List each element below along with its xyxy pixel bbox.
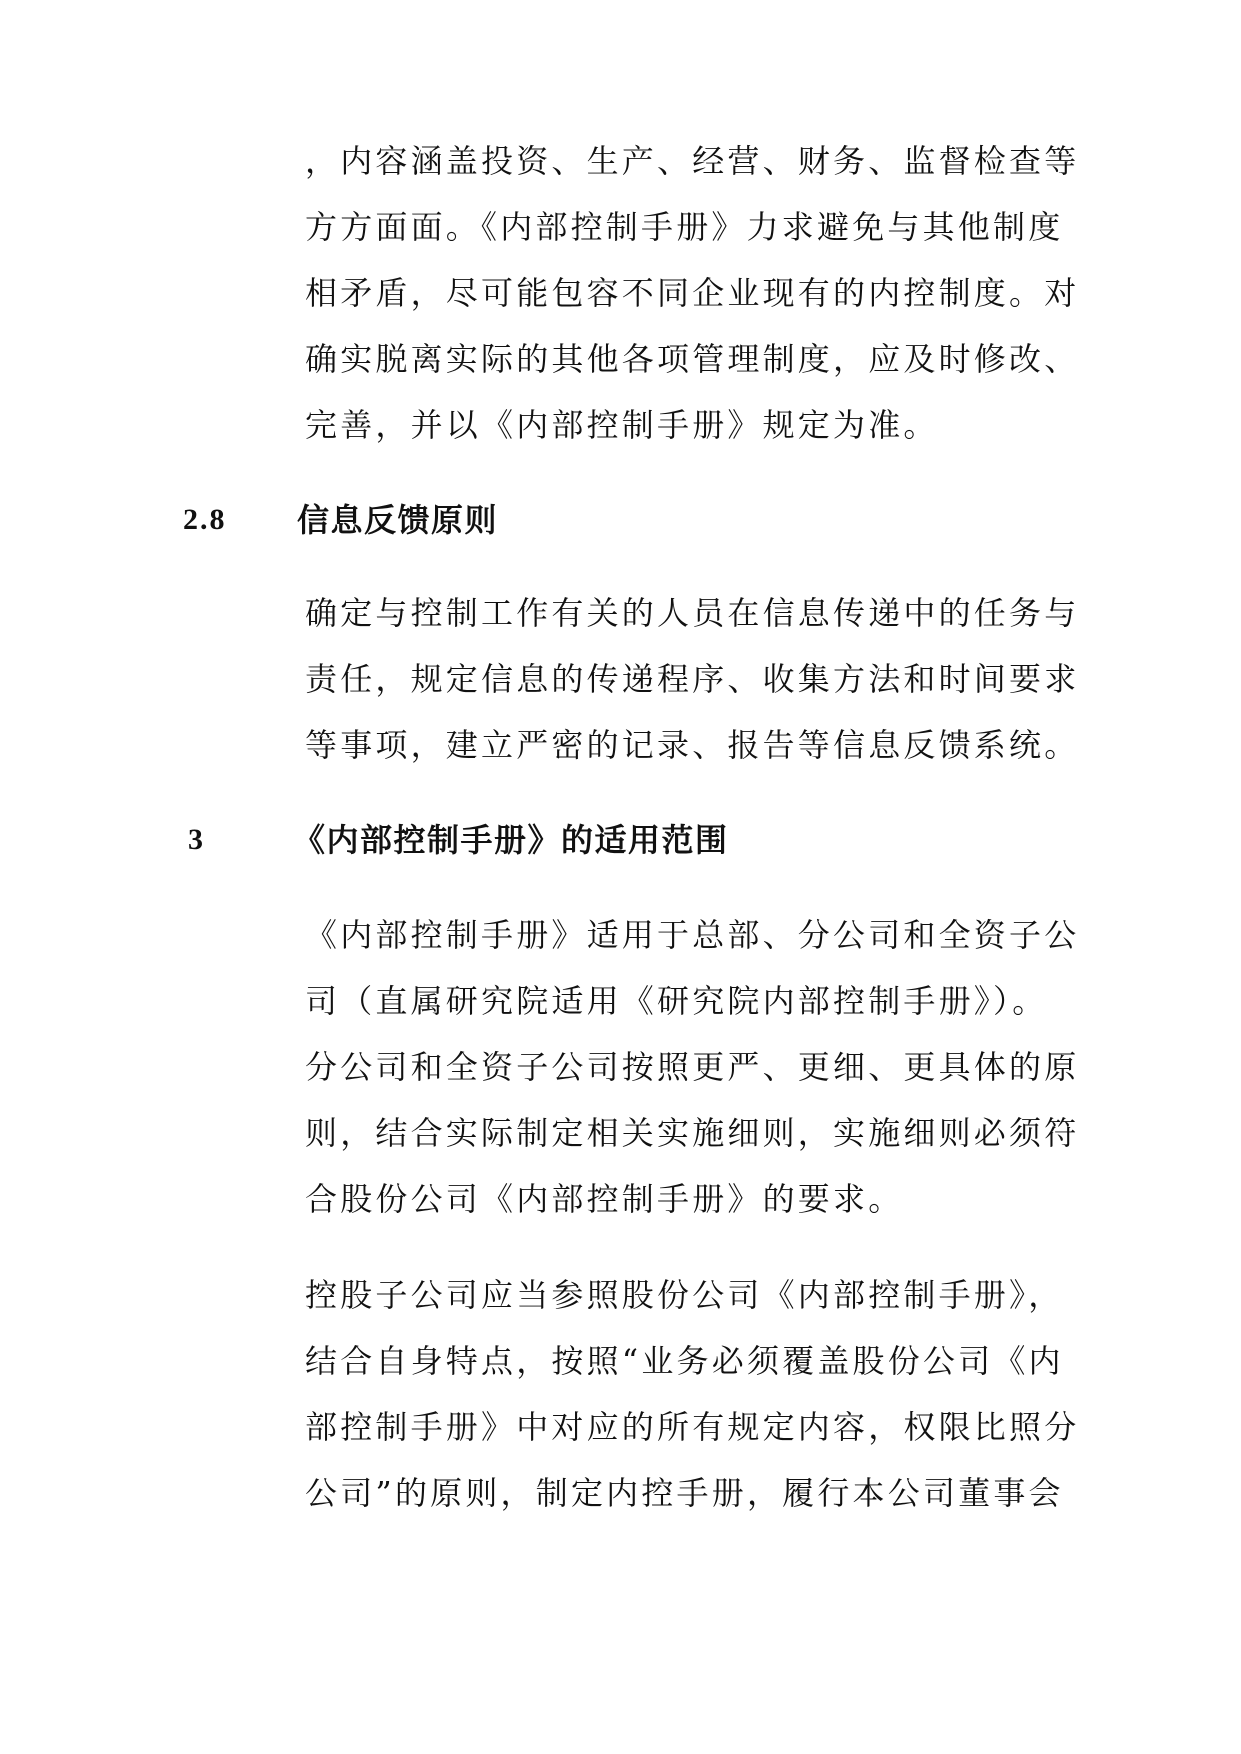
text-line: 相矛盾，尽可能包容不同企业现有的内控制度。对 xyxy=(305,274,1080,312)
text-line: 责任，规定信息的传递程序、收集方法和时间要求 xyxy=(305,660,1080,698)
text-line: 确定与控制工作有关的人员在信息传递中的任务与 xyxy=(305,594,1080,632)
text-line: 《内部控制手册》适用于总部、分公司和全资子公 xyxy=(305,916,1080,954)
text-line: 结合自身特点，按照“业务必须覆盖股份公司《内 xyxy=(305,1342,1064,1380)
text-line: 等事项，建立严密的记录、报告等信息反馈系统。 xyxy=(305,726,1080,764)
paragraph-holding-subsidiaries xyxy=(305,1262,1080,1526)
paragraph-applicability xyxy=(305,902,1080,1232)
text-line: 司（直属研究院适用《研究院内部控制手册》）。 xyxy=(305,982,1048,1020)
text-line: 分公司和全资子公司按照更严、更细、更具体的原 xyxy=(305,1048,1080,1086)
section-number: 3 xyxy=(188,823,205,856)
text-line: 合股份公司《内部控制手册》的要求。 xyxy=(305,1180,904,1218)
text-line: ，内容涵盖投资、生产、经营、财务、监督检查等 xyxy=(305,142,1080,180)
section-heading-3 xyxy=(188,810,888,870)
text-line: 完善，并以《内部控制手册》规定为准。 xyxy=(305,406,939,444)
text-line: 公司”的原则，制定内控手册，履行本公司董事会 xyxy=(305,1474,1064,1512)
paragraph-feedback-principle xyxy=(305,580,1080,778)
text-line: 控股子公司应当参照股份公司《内部控制手册》， xyxy=(305,1276,1064,1314)
text-line: 则，结合实际制定相关实施细则，实施细则必须符 xyxy=(305,1114,1080,1152)
section-title: 信息反馈原则 xyxy=(297,501,499,539)
section-heading-2-8 xyxy=(183,490,783,550)
section-title: 《内部控制手册》的适用范围 xyxy=(293,821,729,859)
section-number: 2.8 xyxy=(183,503,227,536)
text-line: 方方面面。《内部控制手册》力求避免与其他制度 xyxy=(305,208,1064,246)
paragraph-scope-continuation xyxy=(305,128,1080,458)
text-line: 部控制手册》中对应的所有规定内容，权限比照分 xyxy=(305,1408,1080,1446)
text-line: 确实脱离实际的其他各项管理制度，应及时修改、 xyxy=(305,340,1080,378)
